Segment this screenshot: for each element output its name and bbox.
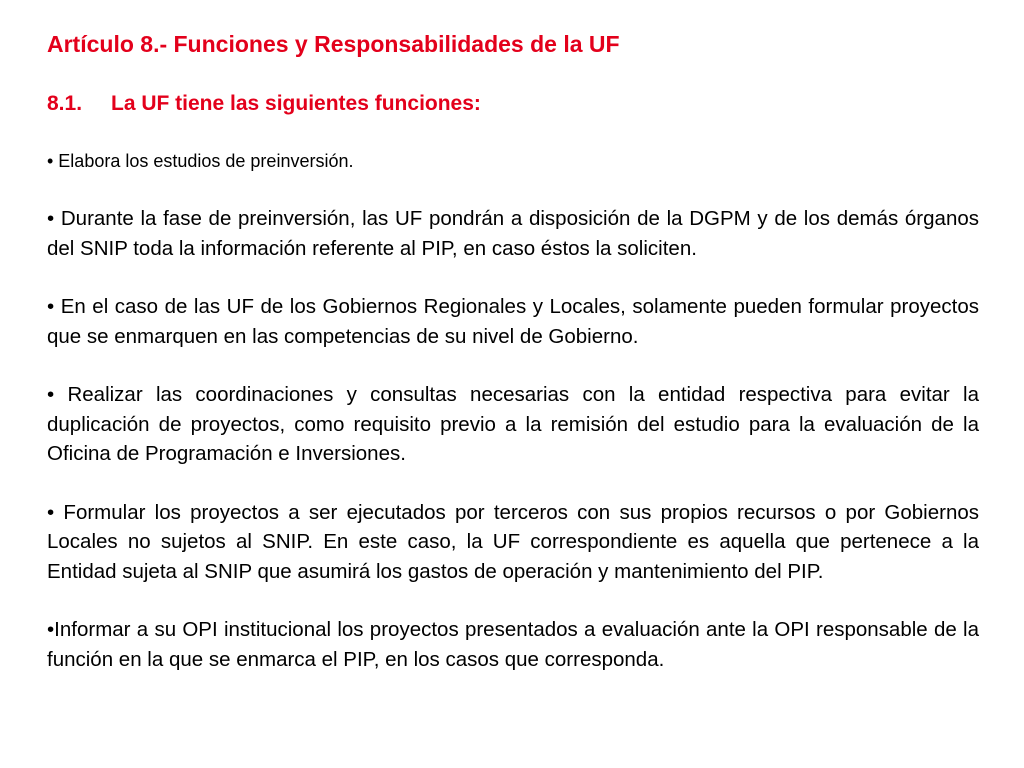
- section-heading-text: La UF tiene las siguientes funciones:: [111, 92, 481, 115]
- bullet-item-1: • Elabora los estudios de preinversión.: [47, 151, 354, 171]
- section-heading: [47, 90, 979, 118]
- article-title: Artículo 8.- Funciones y Responsabilidades de la UF: [47, 31, 620, 57]
- bullet-item-5: • Formular los proyectos a ser ejecutados por terceros con sus propios recursos o por Gobiernos Locales no sujetos al SNIP. En este caso, la UF correspondiente es aquella que pertenece a la Entidad sujeta al SNIP que asumirá los gastos de operación y mantenimiento del PIP.: [47, 500, 979, 583]
- bullet-item-3: • En el caso de las UF de los Gobiernos Regionales y Locales, solamente pueden formular proyectos que se enmarquen en las competencias de su nivel de Gobierno.: [47, 295, 979, 348]
- section-number: 8.1.: [47, 92, 83, 115]
- slide-content: [47, 28, 979, 674]
- bullet-item-2: • Durante la fase de preinversión, las UF pondrán a disposición de la DGPM y de los demás órganos del SNIP toda la información referente al PIP, en caso éstos la soliciten.: [47, 207, 979, 260]
- bullet-item-4: • Realizar las coordinaciones y consultas necesarias con la entidad respectiva para evitar la duplicación de proyectos, como requisito previo a la remisión del estudio para la evaluación de la Oficina de Programación e Inversiones.: [47, 383, 979, 465]
- bullet-item-6: •Informar a su OPI institucional los proyectos presentados a evaluación ante la OPI responsable de la función en la que se enmarca el PIP, en los casos que corresponda.: [47, 618, 979, 671]
